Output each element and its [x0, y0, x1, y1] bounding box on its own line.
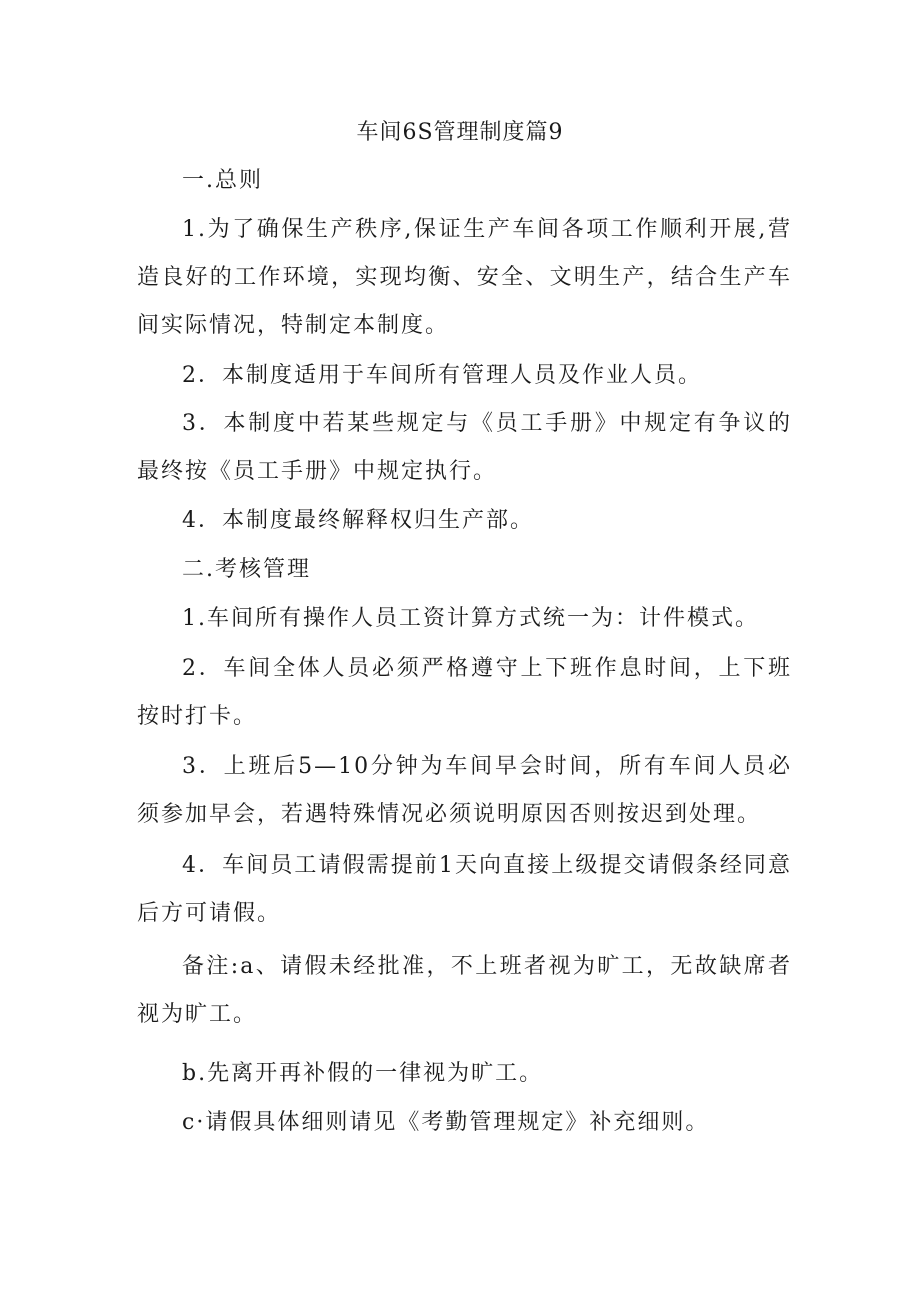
paragraph-assessment-4: 4．车间员工请假需提前1天向直接上级提交请假条经同意后方可请假。 — [137, 853, 792, 926]
paragraph-general-2: 2．本制度适用于车间所有管理人员及作业人员。 — [182, 363, 702, 388]
note-a: 备注:a、请假未经批准，不上班者视为旷工，无故缺席者视为旷工。 — [137, 954, 792, 1027]
paragraph-assessment-1: 1.车间所有操作人员工资计算方式统一为：计件模式。 — [182, 606, 759, 631]
paragraph-general-1: 1.为了确保生产秩序,保证生产车间各项工作顺利开展,营造良好的工作环境，实现均衡、安全、文明生产，结合生产车间实际情况，特制定本制度。 — [137, 217, 792, 338]
note-c: c·请假具体细则请见《考勤管理规定》补充细则。 — [182, 1110, 710, 1135]
paragraph-general-3: 3．本制度中若某些规定与《员工手册》中规定有争议的最终按《员工手册》中规定执行。 — [137, 411, 792, 484]
note-b: b.先离开再补假的一律视为旷工。 — [182, 1061, 544, 1086]
paragraph-assessment-2: 2．车间全体人员必须严格遵守上下班作息时间，上下班按时打卡。 — [137, 656, 792, 729]
document-title: 车间6S管理制度篇9 — [356, 120, 564, 145]
paragraph-general-4: 4．本制度最终解释权归生产部。 — [182, 508, 534, 533]
paragraph-assessment-3: 3．上班后5—10分钟为车间早会时间，所有车间人员必须参加早会，若遇特殊情况必须说明原因否则按迟到处理。 — [137, 754, 792, 827]
section-heading-general: 一.总则 — [182, 168, 263, 193]
section-heading-assessment: 二.考核管理 — [182, 557, 311, 582]
